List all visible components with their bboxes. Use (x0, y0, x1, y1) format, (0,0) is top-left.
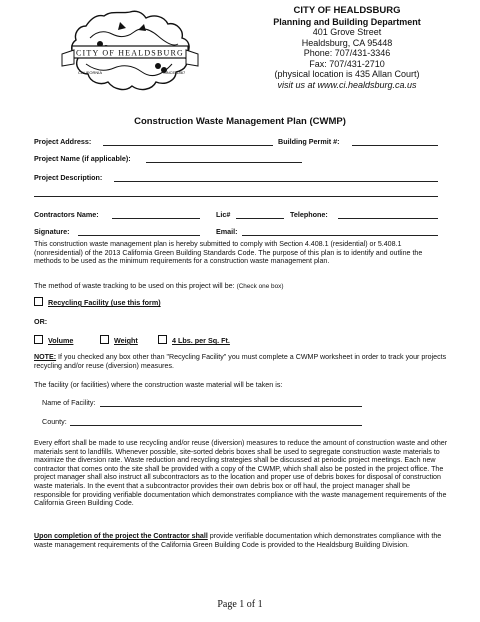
physical-location: (physical location is 435 Allan Court) (274, 69, 420, 79)
phone-number: Phone: 707/431-3346 (303, 48, 391, 58)
lbs-per-sqft-checkbox[interactable] (158, 335, 167, 344)
contractors-name-label: Contractors Name: (34, 210, 99, 219)
project-description-field-2[interactable] (34, 196, 438, 197)
department-name: Planning and Building Department (273, 16, 421, 27)
volume-option[interactable] (34, 335, 73, 345)
weight-label: Weight (114, 336, 138, 345)
form-title: Construction Waste Management Plan (CWMP) (134, 116, 346, 127)
city-state-zip: Healdsburg, CA 95448 (301, 37, 393, 48)
address-block (252, 6, 442, 90)
license-label: Lic# (216, 210, 231, 219)
telephone-field[interactable] (338, 218, 438, 219)
signature-field[interactable] (78, 235, 200, 236)
facility-name-field[interactable] (100, 406, 362, 407)
contractors-name-field[interactable] (112, 218, 200, 219)
facility-name-label: Name of Facility: (42, 398, 96, 407)
website-line: visit us at www.ci.healdsburg.ca.us (277, 79, 417, 90)
building-permit-field[interactable] (352, 145, 438, 146)
or-label: OR: (34, 317, 48, 326)
weight-option[interactable] (100, 335, 138, 345)
project-description-label: Project Description: (34, 173, 103, 182)
volume-checkbox[interactable] (34, 335, 43, 344)
lbs-per-sqft-label: 4 Lbs. per Sq. Ft. (172, 336, 230, 345)
project-name-field[interactable] (146, 162, 302, 163)
svg-text:CALIFORNIA: CALIFORNIA (78, 70, 103, 75)
license-field[interactable] (236, 218, 284, 219)
building-permit-label: Building Permit #: (278, 137, 340, 146)
lbs-per-sqft-option[interactable] (158, 335, 230, 345)
email-field[interactable] (242, 235, 438, 236)
policy-paragraph: Every effort shall be made to use recycling and/or reuse (diversion) measures to reduce the amount of construction waste and other materials sent to landfills. Whenever possible, site-sorted debris boxes shall be used to segregate construction waste materials to maximize the diversion rate. Waste reduction and recycling strategies shall be discussed at periodic project meetings. Each new contractor that comes onto the site shall be provided with a copy of the CWMP, which shall also be posted in the project office. The project manager shall also instruct all subcontractors as to the location and proper use of debris boxes for disposal of construction waste materials. In the event that a subcontractor provides their own debris box or off haul, the project manager shall be responsible for providing verifiable documentation which demonstrates compliance with the waste management requirements of the California Green Building Code. (34, 439, 448, 508)
note-paragraph (34, 353, 448, 370)
volume-label: Volume (48, 336, 74, 345)
city-seal-logo (60, 8, 200, 104)
county-label: County: (42, 417, 67, 426)
email-label: Email: (216, 227, 238, 236)
completion-bold-text: Upon completion of the project the Contractor shall (34, 532, 208, 540)
svg-text:SINCE 1867: SINCE 1867 (163, 70, 186, 75)
telephone-label: Telephone: (290, 210, 328, 219)
method-prompt-text: The method of waste tracking to be used on this project will be: (34, 281, 235, 290)
recycling-facility-checkbox[interactable] (34, 297, 43, 306)
recycling-facility-option[interactable] (34, 297, 161, 307)
street-address: 401 Grove Street (312, 27, 382, 37)
svg-text:CITY OF HEALDSBURG: CITY OF HEALDSBURG (76, 48, 184, 58)
project-description-field[interactable] (114, 181, 438, 182)
city-name: CITY OF HEALDSBURG (293, 5, 401, 16)
project-address-label: Project Address: (34, 137, 92, 146)
completion-paragraph (34, 532, 448, 549)
fax-number: Fax: 707/431-2710 (309, 58, 385, 69)
weight-checkbox[interactable] (100, 335, 109, 344)
completion-text: provide verifiable documentation which demonstrates compliance with the waste management requirements of the California Green Building Code is provided to the Healdsburg Building Division. (34, 532, 442, 549)
page-number: Page 1 of 1 (217, 599, 263, 610)
method-prompt-note: (Check one box) (236, 283, 284, 290)
note-label: NOTE: (34, 353, 57, 361)
project-address-field[interactable] (103, 145, 273, 146)
facility-prompt: The facility (or facilities) where the construction waste material will be taken is: (34, 380, 283, 389)
method-prompt (34, 281, 283, 291)
recycling-facility-label: Recycling Facility (use this form) (48, 298, 161, 307)
note-text: If you checked any box other than "Recycling Facility" you must complete a CWMP worksheet in order to track your projects recycling and/or reuse (diversion) measures. (34, 353, 447, 370)
project-name-label: Project Name (if applicable): (34, 154, 131, 163)
signature-label: Signature: (34, 227, 70, 236)
county-field[interactable] (70, 425, 362, 426)
intro-paragraph: This construction waste management plan is hereby submitted to comply with Section 4.408.1 (residential) or 5.408.1 (nonresidential) of the 2013 California Green Building Standards Code. The purpose of this plan is to identify and outline the methods to be used as the minimum requirements for a construction waste management plan. (34, 240, 423, 266)
